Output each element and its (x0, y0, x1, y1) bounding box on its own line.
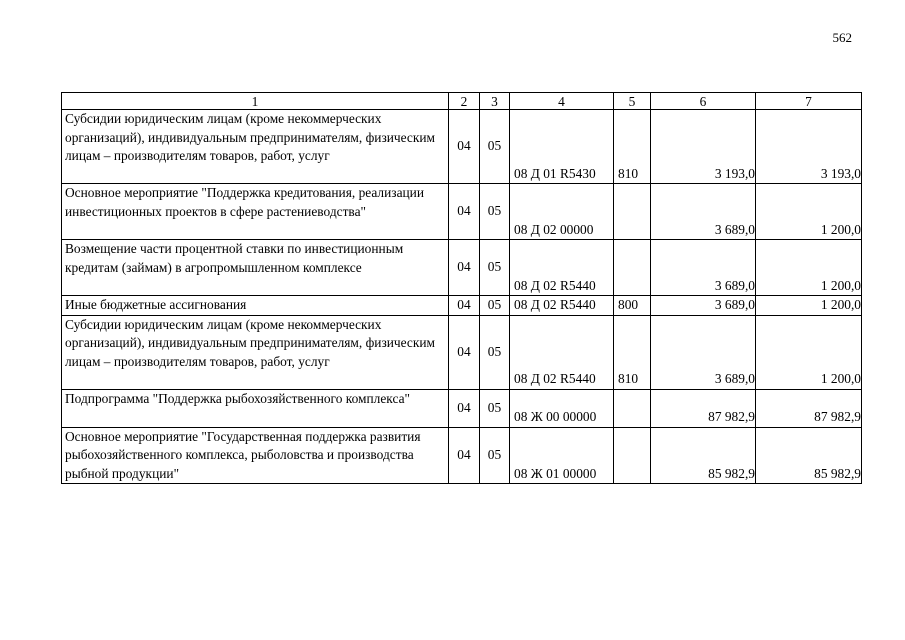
row-amount-1: 3 689,0 (651, 184, 756, 240)
row-subsection: 05 (480, 389, 510, 427)
row-subsection: 05 (480, 315, 510, 389)
column-header: 1 (62, 93, 449, 110)
row-amount-2: 1 200,0 (756, 296, 862, 316)
row-expense-type: 810 (614, 315, 651, 389)
row-expense-type (614, 389, 651, 427)
column-header: 6 (651, 93, 756, 110)
row-name: Подпрограмма "Поддержка рыбохозяйственного комплекса" (62, 389, 449, 427)
row-expense-type: 800 (614, 296, 651, 316)
row-amount-1: 85 982,9 (651, 427, 756, 484)
row-amount-1: 3 193,0 (651, 110, 756, 184)
row-target-code: 08 Д 01 R5430 (510, 110, 614, 184)
row-section: 04 (449, 296, 480, 316)
row-target-code: 08 Д 02 R5440 (510, 240, 614, 296)
row-name: Возмещение части процентной ставки по инвестиционным кредитам (займам) в агропромышленном комплексе (62, 240, 449, 296)
row-amount-1: 3 689,0 (651, 296, 756, 316)
column-header: 5 (614, 93, 651, 110)
row-amount-2: 87 982,9 (756, 389, 862, 427)
table-row (62, 240, 862, 296)
row-name: Основное мероприятие "Поддержка кредитования, реализации инвестиционных проектов в сфере растениеводства" (62, 184, 449, 240)
row-expense-type: 810 (614, 110, 651, 184)
budget-table (61, 92, 862, 484)
column-header: 2 (449, 93, 480, 110)
row-target-code: 08 Д 02 R5440 (510, 296, 614, 316)
row-name: Субсидии юридическим лицам (кроме некоммерческих организаций), индивидуальным предпринимателям, физическим лицам – производителям товаров, работ, услуг (62, 315, 449, 389)
row-section: 04 (449, 389, 480, 427)
row-target-code: 08 Д 02 00000 (510, 184, 614, 240)
column-header: 4 (510, 93, 614, 110)
table-row (62, 389, 862, 427)
row-section: 04 (449, 240, 480, 296)
row-expense-type (614, 184, 651, 240)
row-target-code: 08 Ж 01 00000 (510, 427, 614, 484)
row-section: 04 (449, 184, 480, 240)
row-expense-type (614, 427, 651, 484)
row-target-code: 08 Д 02 R5440 (510, 315, 614, 389)
row-subsection: 05 (480, 296, 510, 316)
row-name: Иные бюджетные ассигнования (62, 296, 449, 316)
table-row (62, 184, 862, 240)
row-target-code: 08 Ж 00 00000 (510, 389, 614, 427)
row-amount-1: 87 982,9 (651, 389, 756, 427)
row-name: Субсидии юридическим лицам (кроме некоммерческих организаций), индивидуальным предпринимателям, физическим лицам – производителям товаров, работ, услуг (62, 110, 449, 184)
table-header-row (62, 93, 862, 110)
row-amount-1: 3 689,0 (651, 315, 756, 389)
row-section: 04 (449, 110, 480, 184)
table-row (62, 315, 862, 389)
table-row (62, 296, 862, 316)
row-amount-2: 85 982,9 (756, 427, 862, 484)
row-amount-2: 1 200,0 (756, 315, 862, 389)
row-name: Основное мероприятие "Государственная поддержка развития рыбохозяйственного комплекса, рыболовства и производства рыбной продукции" (62, 427, 449, 484)
row-subsection: 05 (480, 427, 510, 484)
row-amount-2: 3 193,0 (756, 110, 862, 184)
row-amount-2: 1 200,0 (756, 240, 862, 296)
row-expense-type (614, 240, 651, 296)
table-row (62, 427, 862, 484)
column-header: 7 (756, 93, 862, 110)
page-number: 562 (832, 30, 852, 45)
column-header: 3 (480, 93, 510, 110)
row-amount-1: 3 689,0 (651, 240, 756, 296)
row-subsection: 05 (480, 240, 510, 296)
table-row (62, 110, 862, 184)
row-section: 04 (449, 427, 480, 484)
row-section: 04 (449, 315, 480, 389)
row-amount-2: 1 200,0 (756, 184, 862, 240)
row-subsection: 05 (480, 110, 510, 184)
row-subsection: 05 (480, 184, 510, 240)
